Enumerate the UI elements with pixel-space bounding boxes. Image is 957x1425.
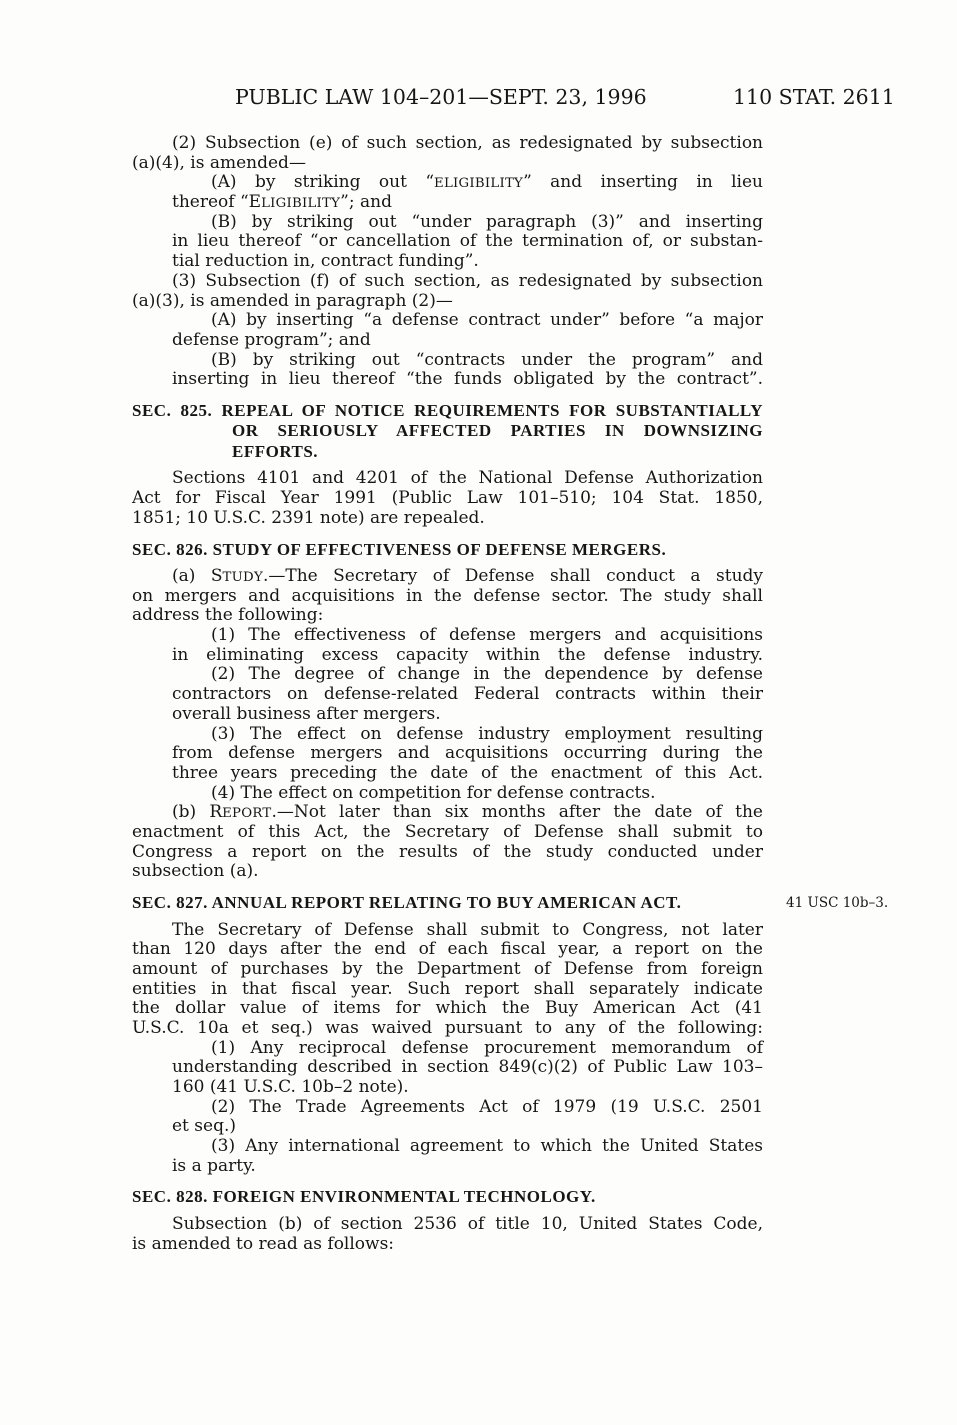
text-run: ” and inserting in lieu [523, 172, 763, 193]
body-line: (1) Any reciprocal defense procurement memorandum of [211, 1037, 763, 1058]
body-line: (3) Any international agreement to which the United States [211, 1136, 763, 1157]
text-run: ”; and [340, 192, 392, 213]
body-line: 1851; 10 U.S.C. 2391 note) are repealed. [132, 507, 485, 528]
body-line: et seq.) [172, 1116, 236, 1137]
section-828 [132, 1187, 763, 1254]
body-line: inserting in lieu thereof “the funds obligated by the contract”. [172, 369, 763, 390]
small-caps-run: LIGIBILITY [261, 196, 341, 212]
section-heading [132, 540, 763, 561]
text-run: (b) R [172, 802, 223, 823]
running-head: PUBLIC LAW 104–201—SEPT. 23, 1996 [235, 85, 647, 109]
heading-line: OR SERIOUSLY AFFECTED PARTIES IN DOWNSIZING [232, 421, 763, 441]
section-827 [132, 893, 889, 1176]
small-caps-run: EPORT [222, 806, 272, 822]
small-caps-run: TUDY [222, 570, 263, 585]
body-line: is a party. [172, 1155, 256, 1176]
heading-line: EFFORTS. [232, 441, 319, 461]
body-line: Act for Fiscal Year 1991 (Public Law 101–510; 104 Stat. 1850, [132, 488, 763, 509]
body-line: three years preceding the date of the enactment of this Act. [172, 762, 763, 783]
heading-line: SEC. 825. REPEAL OF NOTICE REQUIREMENTS FOR SUBSTANTIALLY [132, 400, 763, 420]
margin-note-citation: 41 USC 10b–3. [786, 895, 889, 911]
section-heading [132, 893, 889, 914]
body-line: (a)(3), is amended in paragraph (2)— [132, 290, 453, 311]
body-line: (3) The effect on defense industry employment resulting [211, 723, 763, 744]
small-caps-run: ELIGIBILITY [434, 176, 524, 192]
body-line: (a)(4), is amended— [132, 152, 306, 173]
body-line: from defense mergers and acquisitions occurring during the [172, 743, 763, 764]
section-825 [132, 401, 763, 529]
body-line: address the following: [132, 605, 324, 626]
body-line: Sections 4101 and 4201 of the National Defense Authorization [172, 468, 763, 489]
text-run: (A) by striking out “ [211, 172, 435, 193]
body-line: subsection (a). [132, 861, 259, 882]
body-line: amount of purchases by the Department of Defense from foreign [132, 958, 763, 979]
body-line: Congress a report on the results of the study conducted under [132, 841, 763, 862]
heading-line: SEC. 826. STUDY OF EFFECTIVENESS OF DEFENSE MERGERS. [132, 539, 667, 559]
page-number: 110 STAT. 2611 [733, 85, 895, 109]
body-line: defense program”; and [172, 329, 371, 350]
body-line: is amended to read as follows: [132, 1233, 395, 1254]
heading-line: SEC. 827. ANNUAL REPORT RELATING TO BUY AMERICAN ACT. [132, 893, 682, 912]
body-line [132, 173, 763, 193]
body-line: (3) Subsection (f) of such section, as redesignated by subsection [172, 270, 763, 291]
body-line: on mergers and acquisitions in the defense sector. The study shall [132, 585, 763, 606]
body-line: Subsection (b) of section 2536 of title 10, United States Code, [172, 1213, 763, 1234]
body-line: 160 (41 U.S.C. 10b–2 note). [172, 1077, 409, 1097]
body-line: (B) by striking out “contracts under the program” and [211, 349, 763, 370]
body-line: (2) The degree of change in the dependence by defense [211, 664, 763, 685]
heading-line: SEC. 828. FOREIGN ENVIRONMENTAL TECHNOLOGY. [132, 1187, 596, 1207]
text-run: .—The Secretary of Defense shall conduct a study [262, 566, 763, 586]
body-line [132, 193, 763, 213]
section-heading [132, 1187, 763, 1208]
body-line: (1) The effectiveness of defense mergers and acquisitions [211, 625, 763, 646]
body-line: than 120 days after the end of each fiscal year, a report on the [132, 939, 763, 960]
continued-amendments [132, 134, 763, 390]
body-line: in lieu thereof “or cancellation of the termination of, or substan- [172, 231, 763, 252]
body-line: (2) The Trade Agreements Act of 1979 (19 U.S.C. 2501 [211, 1096, 763, 1117]
body-line: contractors on defense-related Federal contracts within their [172, 684, 763, 705]
page-body [132, 133, 889, 1254]
body-line [132, 567, 763, 587]
text-run: (a) S [172, 566, 223, 586]
text-run: .—Not later than six months after the date of the [271, 802, 763, 823]
section-826 [132, 540, 763, 883]
body-line: entities in that fiscal year. Such report shall separately indicate [132, 978, 763, 999]
body-line: the dollar value of items for which the Buy American Act (41 [132, 998, 763, 1019]
section-heading [132, 401, 763, 463]
body-line: enactment of this Act, the Secretary of Defense shall submit to [132, 821, 763, 842]
body-line: (A) by inserting “a defense contract under” before “a major [211, 310, 763, 331]
body-line [132, 803, 763, 823]
body-line: overall business after mergers. [172, 703, 441, 724]
body-line: understanding described in section 849(c)(2) of Public Law 103– [172, 1057, 763, 1078]
body-line: (B) by striking out “under paragraph (3)” and inserting [211, 211, 763, 232]
body-line: (4) The effect on competition for defense contracts. [211, 782, 656, 803]
body-line: U.S.C. 10a et seq.) was waived pursuant to any of the following: [132, 1017, 763, 1038]
body-line: The Secretary of Defense shall submit to Congress, not later [172, 919, 763, 940]
text-run: thereof “E [172, 192, 262, 213]
body-line: tial reduction in, contract funding”. [172, 251, 479, 272]
body-line: in eliminating excess capacity within the defense industry. [172, 644, 763, 665]
body-line: (2) Subsection (e) of such section, as redesignated by subsection [172, 133, 763, 153]
